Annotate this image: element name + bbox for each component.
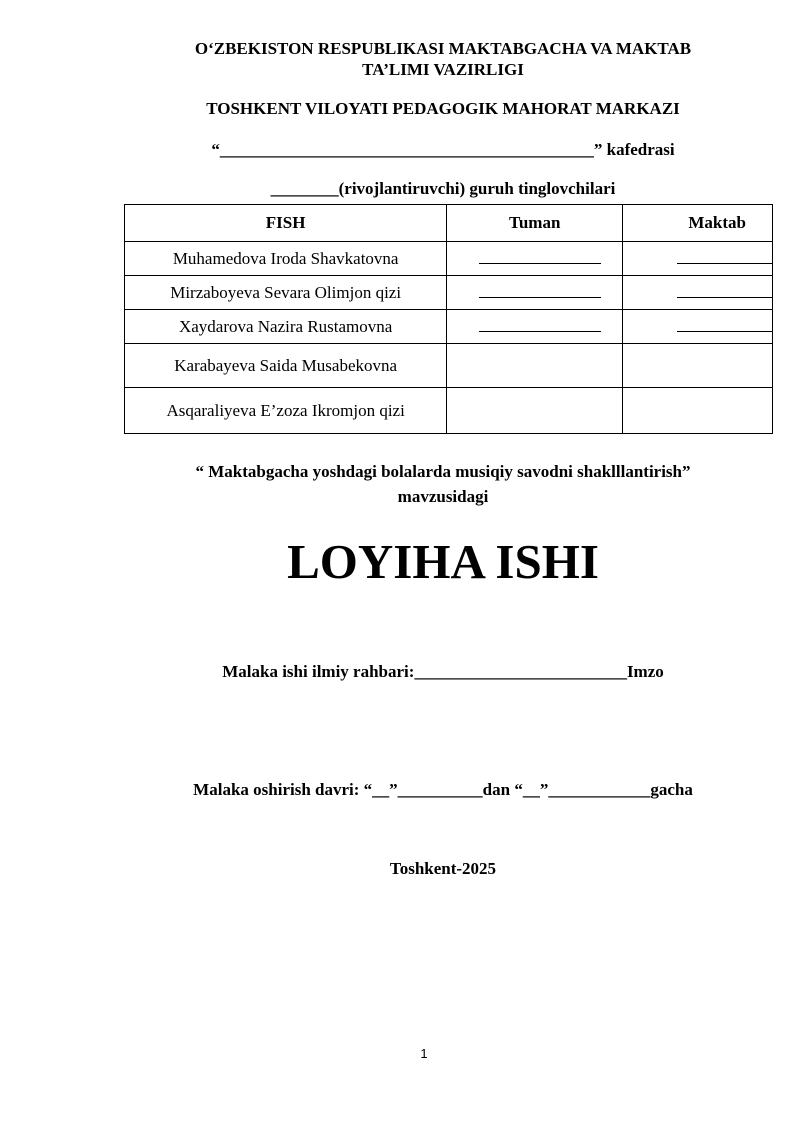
- district-cell: [447, 388, 623, 434]
- school-cell: [623, 388, 773, 434]
- column-header-tuman: Tuman: [447, 205, 623, 242]
- city-year: Toshkent-2025: [389, 859, 497, 878]
- district-blank-line: [479, 283, 601, 298]
- participant-name: Mirzaboyeva Sevara Olimjon qizi: [125, 276, 447, 310]
- district-cell: [447, 310, 623, 344]
- participant-name: Asqaraliyeva E’zoza Ikromjon qizi: [125, 388, 447, 434]
- group-line: ________(rivojlantiruvchi) guruh tinglovchilari: [270, 179, 616, 198]
- topic-line-2: mavzusidagi: [397, 487, 489, 506]
- document-title: LOYIHA ISHI: [287, 534, 599, 589]
- participant-name: Muhamedova Iroda Shavkatovna: [125, 242, 447, 276]
- column-header-fish: FISH: [125, 205, 447, 242]
- topic-line-1: “ Maktabgacha yoshdagi bolalarda musiqiy savodni shaklllantirish”: [195, 462, 691, 481]
- district-blank-line: [479, 317, 601, 332]
- table-row: [125, 276, 773, 310]
- district-cell: [447, 276, 623, 310]
- district-cell: [447, 242, 623, 276]
- school-cell: [623, 242, 773, 276]
- table-row: [125, 310, 773, 344]
- school-blank-line: [677, 317, 772, 332]
- table-header-row: [125, 205, 773, 242]
- district-blank-line: [479, 249, 601, 264]
- participant-name: Xaydarova Nazira Rustamovna: [125, 310, 447, 344]
- school-blank-line: [677, 283, 772, 298]
- training-period-line: Malaka oshirish davri: “__”__________dan “__”____________gacha: [193, 780, 693, 799]
- school-cell: [623, 344, 773, 388]
- center-name: TOSHKENT VILOYATI PEDAGOGIK MAHORAT MARKAZI: [206, 99, 680, 118]
- district-cell: [447, 344, 623, 388]
- school-cell: [623, 310, 773, 344]
- supervisor-line: Malaka ishi ilmiy rahbari:_________________________Imzo: [222, 662, 664, 681]
- column-header-maktab: Maktab: [623, 205, 773, 242]
- table-row: [125, 242, 773, 276]
- table-row: [125, 344, 773, 388]
- department-line: “____________________________________________” kafedrasi: [211, 140, 675, 159]
- ministry-line-2: TA’LIMI VAZIRLIGI: [362, 60, 524, 79]
- school-blank-line: [677, 249, 772, 264]
- participants-table: [124, 204, 773, 434]
- ministry-heading: [0, 38, 800, 80]
- topic-heading: [0, 459, 800, 509]
- participant-name: Karabayeva Saida Musabekovna: [125, 344, 447, 388]
- school-cell: [623, 276, 773, 310]
- page-number: 1: [420, 1046, 428, 1061]
- ministry-line-1: O‘ZBEKISTON RESPUBLIKASI MAKTABGACHA VA MAKTAB: [194, 39, 692, 58]
- table-row: [125, 388, 773, 434]
